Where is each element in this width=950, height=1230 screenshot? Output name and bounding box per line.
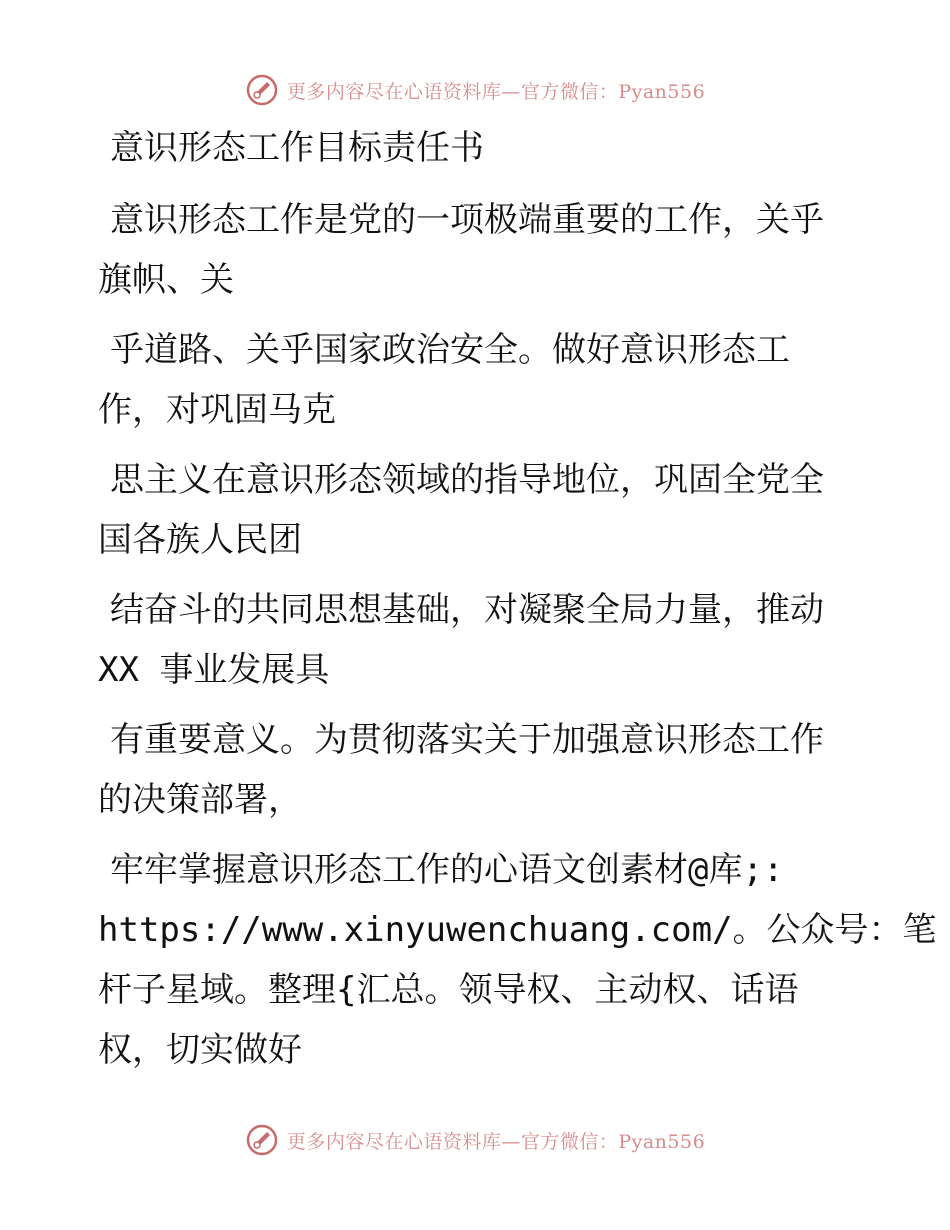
document-body bbox=[98, 118, 937, 1080]
watermark-text: 更多内容尽在心语资料库—官方微信：Pyan556 bbox=[286, 1130, 706, 1153]
paragraph-line: 结奋斗的共同思想基础，对凝聚全局力量，推动 bbox=[110, 590, 824, 630]
paragraph-line: 国各族人民团 bbox=[98, 520, 302, 560]
logo-icon bbox=[245, 73, 279, 107]
paragraph-line: 乎道路、关乎国家政治安全。做好意识形态工 bbox=[110, 330, 790, 370]
paragraph-line: 的决策部署， bbox=[98, 780, 302, 820]
paragraph-line: XX 事业发展具 bbox=[98, 650, 330, 690]
paragraph-line: 权，切实做好 bbox=[98, 1030, 302, 1070]
paragraph-line: 牢牢掌握意识形态工作的心语文创素材@库;: bbox=[110, 850, 784, 890]
header-watermark bbox=[0, 70, 950, 110]
paragraph-line: 杆子星域。整理{汇总。领导权、主动权、话语 bbox=[98, 970, 799, 1010]
document-title: 意识形态工作目标责任书 bbox=[110, 128, 484, 168]
paragraph-line: 有重要意义。为贯彻落实关于加强意识形态工作 bbox=[110, 720, 824, 760]
logo-icon bbox=[245, 1123, 279, 1157]
watermark-text: 更多内容尽在心语资料库—官方微信：Pyan556 bbox=[286, 80, 706, 103]
paragraph-line: 作，对巩固马克 bbox=[98, 390, 336, 430]
paragraph-line: 意识形态工作是党的一项极端重要的工作，关乎 bbox=[110, 200, 824, 240]
paragraph-line: https://www.xinyuwenchuang.com/。公众号：笔 bbox=[98, 910, 937, 950]
paragraph-line: 旗帜、关 bbox=[98, 260, 234, 300]
paragraph-line: 思主义在意识形态领域的指导地位，巩固全党全 bbox=[110, 460, 824, 500]
footer-watermark bbox=[0, 1120, 950, 1160]
